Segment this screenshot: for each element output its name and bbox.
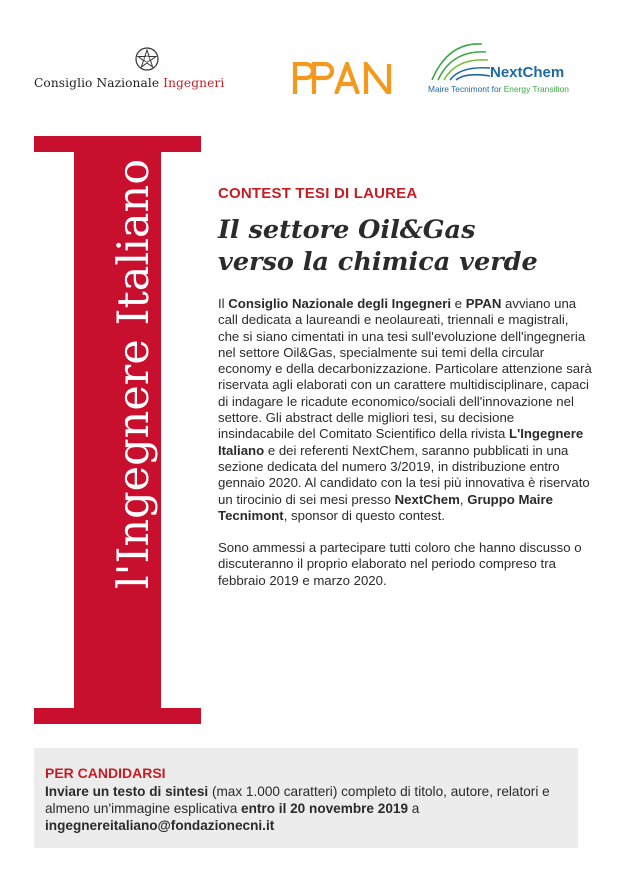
- page-title: [218, 214, 598, 278]
- apply-instructions: Inviare un testo di sintesi (max 1.000 caratteri) completo di titolo, autore, relatori e almeno un'immagine esplicativa entro il 20 novembre 2019 a ingegnereitaliano@fondazionecni.it: [45, 784, 550, 833]
- ppan-wordmark-icon: [292, 62, 396, 94]
- body-paragraph-1: Il Consiglio Nazionale degli Ingegneri e PPAN avviano una call dedicata a laureandi e neolaureati, triennali e magistrali, che si siano cimentati in una tesi sull'evoluzione dell'ingegneria nel settore Oil&Gas, specialmente sui temi della circular economy e della decarbonizzazione. Particolare attenzione sarà riservata agli elaborati con un carattere multidisciplinare, capaci di indagare le ricadute economico/sociali dell'innovazione nel settore. Gli abstract delle migliori tesi, su decisione insindacabile del Comitato Scientifico della rivista L'Ingegnere Italiano e dei referenti NextChem, saranno pubblicati in una sezione dedicata del numero 3/2019, in distribuzione entro gennaio 2020. Al candidato con la tesi più innovativa è riservato un tirocinio di sei mesi presso NextChem, Gruppo Maire Tecnimont, sponsor di questo contest.: [218, 296, 592, 523]
- letter-i-bottom-serif: [34, 708, 201, 724]
- magazine-title-text: l'Ingegnere Italiano: [109, 158, 159, 590]
- nextchem-name: NextChem: [490, 64, 565, 81]
- arc-lines-logo-icon: [430, 40, 492, 84]
- ppan-logo: [292, 62, 396, 94]
- italian-republic-emblem-icon: [134, 46, 160, 72]
- nextchem-logo: [426, 40, 581, 100]
- magazine-title: [74, 137, 194, 612]
- apply-heading: PER CANDIDARSI: [45, 765, 166, 781]
- cni-name: Consiglio Nazionale Ingegneri: [34, 76, 225, 90]
- apply-box: [34, 748, 578, 848]
- nextchem-tagline: Maire Tecnimont for Energy Transition: [428, 84, 569, 94]
- contact-email[interactable]: ingegnereitaliano@fondazionecni.it: [45, 818, 275, 833]
- body-text: [218, 296, 593, 589]
- title-line-2: verso la chimica verde: [218, 247, 538, 277]
- cni-logo: [34, 46, 274, 96]
- body-paragraph-2: Sono ammessi a partecipare tutti coloro che hanno discusso o discuteranno il proprio elaborato nel periodo compreso tra febbraio 2019 e marzo 2020.: [218, 540, 582, 588]
- contest-kicker: CONTEST TESI DI LAUREA: [218, 185, 418, 202]
- title-line-1: Il settore Oil&Gas: [218, 215, 476, 245]
